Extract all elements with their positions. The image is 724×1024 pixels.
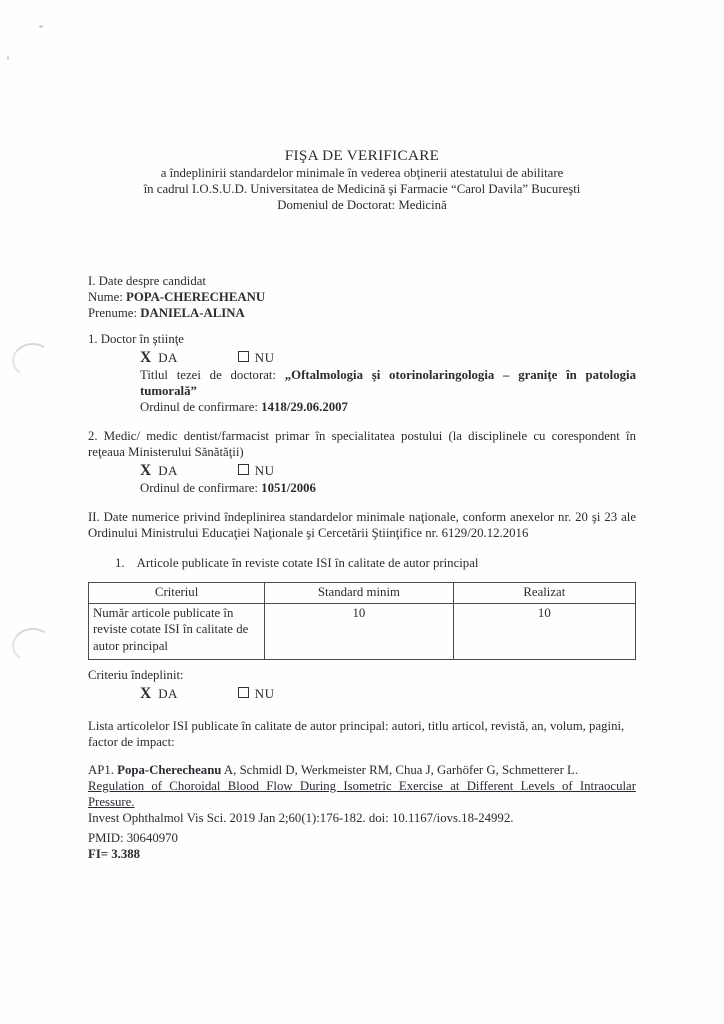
article-impact-factor: FI= 3.388 (88, 846, 141, 861)
checkbox-unchecked-icon (238, 351, 249, 362)
section2-heading: 2. Medic/ medic dentist/farmacist primar în specialitatea postului (la disciplinele cu corespondent în reţeaua Ministerului Sănătăţii) (88, 429, 636, 459)
list-item-number: 1. (115, 556, 125, 570)
article-authors-rest: A, Schmidl D, Werkmeister RM, Chua J, Garhöfer G, Schmetterer L. (221, 762, 579, 777)
confirmation-order-1 (140, 399, 636, 415)
article-pmid: PMID: 30640970 (88, 830, 178, 845)
checkbox-nu-label: NU (254, 685, 275, 701)
checkbox-nu-label: NU (254, 463, 275, 478)
section-candidate-heading: I. Date despre candidat (88, 274, 206, 288)
checkbox-nu-label: NU (254, 350, 275, 365)
table-header-realizat: Realizat (453, 583, 635, 604)
thesis-title-paragraph (140, 367, 636, 399)
table-header-standard-minim: Standard minim (265, 583, 453, 604)
scan-speck (7, 56, 9, 60)
document-title-block (88, 146, 636, 213)
checkbox-da-label: DA (158, 350, 178, 365)
name-label: Nume: (88, 290, 127, 304)
document-subtitle-line: în cadrul I.O.S.U.D. Universitatea de Medicină şi Farmacie “Carol Davila” Bucureşti (143, 182, 581, 196)
list-item-text: Articole publicate în reviste cotate ISI în calitate de autor principal (136, 556, 479, 570)
candidate-name-row (88, 289, 636, 305)
checkbox-da-label: DA (158, 463, 178, 478)
article-author-candidate: Popa-Cherecheanu (117, 762, 222, 777)
scan-speck (39, 25, 43, 28)
checkbox-unchecked-icon (238, 464, 249, 475)
sectionII-heading: II. Date numerice privind îndeplinirea standardelor minimale naţionale, conform anexelor nr. 20 şi 23 ale Ordinului Ministrului Educaţiei Naţionale şi Cercetării Ştiinţifice nr. 6129/20.12.2016 (88, 510, 636, 540)
table-cell-standard: 10 (265, 603, 453, 659)
order-value: 1418/29.06.2007 (261, 400, 348, 414)
document-title: FIŞA DE VERIFICARE (284, 147, 440, 164)
criteria-met-label: Criteriu îndeplinit: (88, 667, 184, 682)
criteria-met-checkbox-row (140, 685, 636, 703)
scan-artifact-arc (10, 340, 54, 379)
document-subtitle-line: a îndeplinirii standardelor minimale în vederea obţinerii atestatului de abilitare (160, 166, 564, 180)
table-header-criteriul: Criteriul (89, 583, 265, 604)
article-ap1 (88, 762, 636, 862)
checkbox-x-mark: X (140, 349, 152, 366)
criteria-table (88, 582, 636, 660)
firstname-label: Prenume: (88, 306, 141, 320)
confirmation-order-2 (140, 480, 636, 496)
article-label: AP1. (88, 762, 118, 777)
document-content (88, 0, 636, 862)
thesis-title: „Oftalmologia şi otorinolaringologia – graniţe în patologia tumorală” (140, 368, 636, 398)
table-row (89, 603, 636, 659)
article-journal-ref: Invest Ophthalmol Vis Sci. 2019 Jan 2;60(1):176-182. doi: 10.1167/iovs.18-24992. (88, 810, 514, 825)
firstname-value: DANIELA-ALINA (140, 306, 245, 320)
checkbox-x-mark: X (140, 684, 152, 702)
section1-checkbox-row (140, 349, 636, 367)
section2-checkbox-row (140, 462, 636, 480)
order-value: 1051/2006 (261, 481, 316, 495)
section-candidate (88, 273, 636, 321)
scan-artifact-arc (10, 625, 54, 664)
article-title-underlined: Regulation of Choroidal Blood Flow During Isometric Exercise at Different Levels of Intraocular Pressure. (88, 778, 636, 809)
order-label: Ordinul de confirmare: (140, 481, 262, 495)
table-cell-criteria: Număr articole publicate în reviste cotate ISI în calitate de autor principal (89, 603, 265, 659)
list-item-articles-isi (115, 555, 636, 571)
order-label: Ordinul de confirmare: (140, 400, 262, 414)
articles-list-intro: Lista articolelor ISI publicate în calitate de autor principal: autori, titlu articol, revistă, an, volum, pagini, factor de impact: (88, 718, 625, 749)
thesis-label: Titlul tezei de doctorat: (140, 368, 285, 382)
name-value: POPA-CHERECHEANU (126, 290, 266, 304)
checkbox-unchecked-icon (238, 687, 249, 698)
checkbox-da-label: DA (158, 685, 178, 701)
document-subtitle-line: Domeniul de Doctorat: Medicină (277, 198, 447, 212)
article-authors-and-title (88, 762, 636, 810)
table-header-row (89, 583, 636, 604)
section1-heading: 1. Doctor în ştiinţe (88, 332, 184, 346)
candidate-firstname-row (88, 305, 636, 321)
table-cell-realizat: 10 (453, 603, 635, 659)
checkbox-x-mark: X (140, 462, 152, 479)
